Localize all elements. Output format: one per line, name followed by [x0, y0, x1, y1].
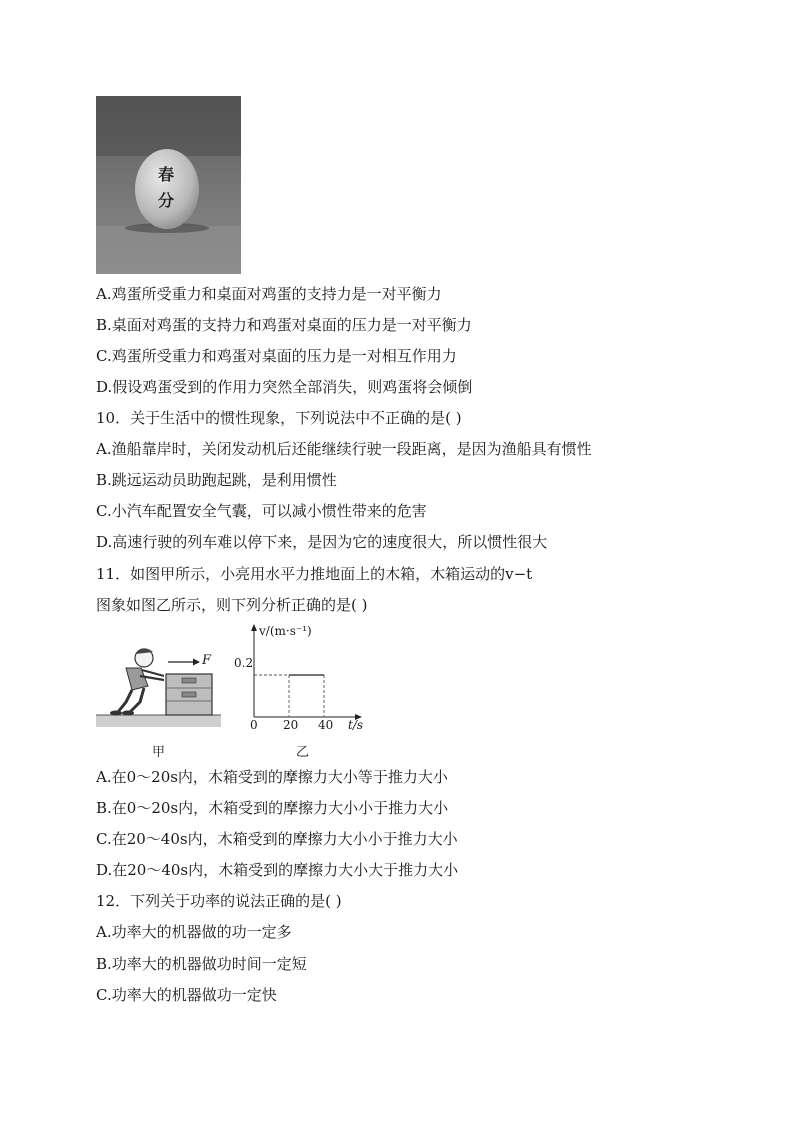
q9-option-d: D.假设鸡蛋受到的作用力突然全部消失，则鸡蛋将会倾倒	[96, 378, 473, 396]
q9-option-a: A.鸡蛋所受重力和桌面对鸡蛋的支持力是一对平衡力	[96, 285, 442, 303]
q10-option-b: B.跳远运动员助跑起跳，是利用惯性	[96, 471, 337, 489]
q11-option-d: D.在20～40s内，木箱受到的摩擦力大小大于推力大小	[96, 861, 459, 879]
q10-option-a: A.渔船靠岸时，关闭发动机后还能继续行驶一段距离，是因为渔船具有惯性	[96, 440, 592, 458]
x-tick-label-20: 20	[283, 718, 299, 732]
q11-option-b: B.在0～20s内，木箱受到的摩擦力大小小于推力大小	[96, 799, 449, 817]
q11-option-a: A.在0～20s内，木箱受到的摩擦力大小等于推力大小	[96, 768, 448, 786]
egg-text-1: 春	[158, 165, 175, 184]
q10-stem: 10．关于生活中的惯性现象，下列说法中不正确的是( )	[96, 409, 462, 427]
y-axis-arrow	[251, 624, 257, 631]
q12-stem: 12．下列关于功率的说法正确的是( )	[96, 892, 342, 910]
q11-stem-line2: 图象如图乙所示，则下列分析正确的是( )	[96, 596, 368, 614]
force-label: F	[202, 653, 212, 668]
q10-option-c: C.小汽车配置安全气囊，可以减小惯性带来的危害	[96, 502, 427, 520]
q12-option-b: B.功率大的机器做功时间一定短	[96, 955, 307, 973]
y-axis-label: v/(m·s⁻¹)	[259, 624, 312, 638]
y-tick-label: 0.2	[234, 656, 254, 670]
q10-option-d: D.高速行驶的列车难以停下来，是因为它的速度很大，所以惯性很大	[96, 533, 548, 551]
q9-option-b: B.桌面对鸡蛋的支持力和鸡蛋对桌面的压力是一对平衡力	[96, 316, 472, 334]
figure-yi-caption: 乙	[296, 745, 310, 760]
x-tick-label-40: 40	[318, 718, 334, 732]
x-axis-label: t/s	[348, 718, 364, 732]
egg-text-2: 分	[158, 191, 175, 210]
x-tick-label-0: 0	[250, 718, 258, 732]
q9-option-c: C.鸡蛋所受重力和鸡蛋对桌面的压力是一对相互作用力	[96, 347, 457, 365]
figure-jia	[96, 640, 221, 730]
figure-jia-caption: 甲	[152, 745, 166, 760]
q12-option-a: A.功率大的机器做的功一定多	[96, 923, 292, 941]
q11-stem-line1: 11．如图甲所示，小亮用水平力推地面上的木箱，木箱运动的v−t	[96, 565, 533, 583]
q12-option-c: C.功率大的机器做功一定快	[96, 986, 277, 1004]
q11-option-c: C.在20～40s内，木箱受到的摩擦力大小小于推力大小	[96, 830, 458, 848]
egg-photo	[96, 96, 241, 274]
